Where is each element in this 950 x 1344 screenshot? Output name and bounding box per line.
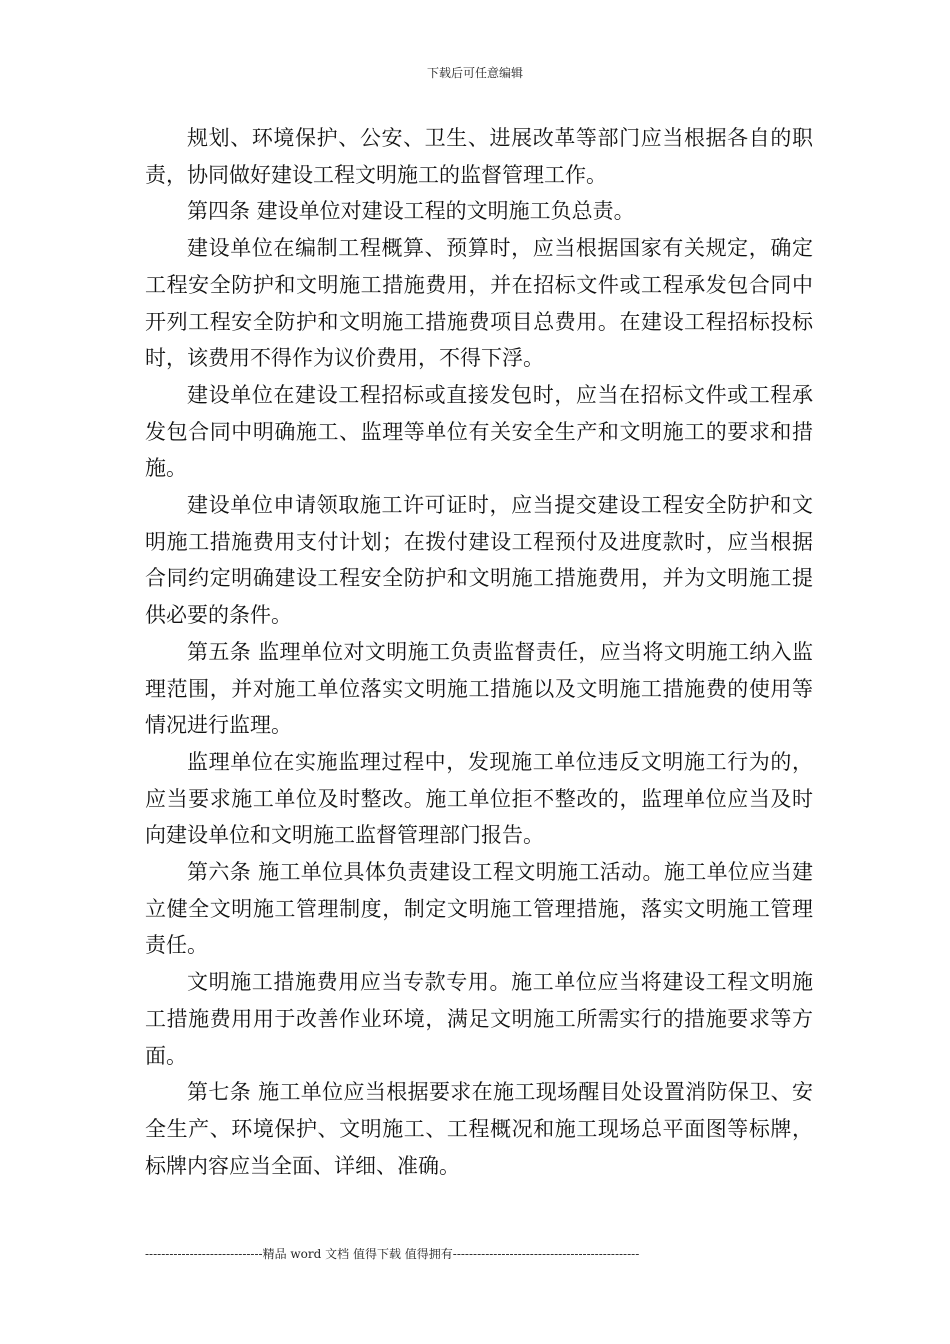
paragraph-3: 建设单位在编制工程概算、预算时，应当根据国家有关规定，确定工程安全防护和文明施工措施费用，并在招标文件或工程承发包合同中开列工程安全防护和文明施工措施费项目总费用。在建设工程招标投标时，该费用不得作为议价费用，不得下浮。 [145, 236, 813, 371]
paragraph-7: 监理单位在实施监理过程中，发现施工单位违反文明施工行为的，应当要求施工单位及时整改。施工单位拒不整改的，监理单位应当及时向建设单位和文明施工监督管理部门报告。 [145, 749, 813, 848]
paragraph-article-6: 第六条 施工单位具体负责建设工程文明施工活动。施工单位应当建立健全文明施工管理制度，制定文明施工管理措施，落实文明施工管理责任。 [145, 860, 813, 958]
document-body [145, 120, 813, 1184]
page-header: 下载后可任意编辑 [426, 66, 523, 80]
paragraph-4: 建设单位在建设工程招标或直接发包时，应当在招标文件或工程承发包合同中明确施工、监理等单位有关安全生产和文明施工的要求和措施。 [145, 382, 813, 481]
paragraph-article-5: 第五条 监理单位对文明施工负责监督责任，应当将文明施工纳入监理范围，并对施工单位落实文明施工措施以及文明施工措施费的使用等情况进行监理。 [145, 639, 813, 738]
paragraph-9: 文明施工措施费用应当专款专用。施工单位应当将建设工程文明施工措施费用用于改善作业环境，满足文明施工所需实行的措施要求等方面。 [145, 970, 813, 1068]
paragraph-article-7: 第七条 施工单位应当根据要求在施工现场醒目处设置消防保卫、安全生产、环境保护、文明施工、工程概况和施工现场总平面图等标牌，标牌内容应当全面、详细、准确。 [145, 1080, 813, 1178]
page-footer: -----------------------------精品 word 文档 值得下载 值得拥有---------------------------------------------- [145, 1247, 640, 1261]
paragraph-1: 规划、环境保护、公安、卫生、进展改革等部门应当根据各自的职责，协同做好建设工程文明施工的监督管理工作。 [145, 126, 813, 187]
paragraph-5: 建设单位申请领取施工许可证时，应当提交建设工程安全防护和文明施工措施费用支付计划；在拨付建设工程预付及进度款时，应当根据合同约定明确建设工程安全防护和文明施工措施费用，并为文明施工提供必要的条件。 [145, 493, 813, 628]
paragraph-article-4: 第四条 建设单位对建设工程的文明施工负总责。 [187, 199, 635, 224]
